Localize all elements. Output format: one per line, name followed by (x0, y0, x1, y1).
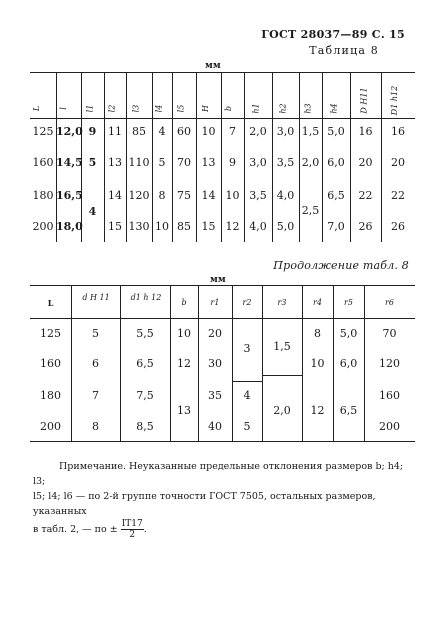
t1-r3-H: 14 (201, 189, 216, 202)
t1-r3-l: 16,5 (56, 189, 83, 202)
t2-r4-d1: 8,5 (136, 420, 154, 433)
t1-col-h1: h1 (251, 103, 261, 114)
t1-r4-l3: 130 (128, 220, 150, 233)
footnote-line-1: Примечание. Неуказанные предельные отклонения размеров b; h4; l3; (33, 461, 404, 487)
t1-r1-l5: 60 (177, 125, 191, 138)
t2-col-r1: r1 (210, 298, 220, 307)
t1-r3-b: 10 (225, 189, 240, 202)
t1-r2-D: 20 (358, 156, 373, 169)
t2-r2-d1: 6,5 (136, 357, 154, 370)
t2-merged-r4: 12 (310, 404, 325, 417)
t2-r4-d: 8 (92, 420, 99, 433)
t1-col-l4: l4 (154, 104, 164, 113)
t1-r1-l3: 85 (132, 125, 146, 138)
t1-r4-h4: 7,0 (327, 220, 345, 233)
t1-col-l3: l3 (131, 104, 141, 113)
t2-r4-r1: 40 (208, 420, 222, 433)
t1-r2-l: 14,5 (56, 156, 83, 169)
t1-r2-h1: 3,0 (249, 156, 267, 169)
t1-col-b: b (224, 105, 234, 112)
t1-r1-l2: 11 (108, 125, 122, 138)
t1-r2-h3: 2,0 (301, 156, 320, 169)
t2-r2-r6: 120 (379, 357, 400, 370)
table1-caption: Таблица 8 (309, 44, 379, 57)
t1-r2-l5: 70 (177, 156, 191, 169)
t2-r1-d1: 5,5 (136, 327, 154, 340)
t1-r1-h1: 2,0 (249, 125, 267, 138)
t2-r1-r6: 70 (382, 327, 397, 340)
footnote-fraction-num: IT17 (121, 519, 143, 529)
t2-col-d: d H 11 (82, 293, 110, 302)
t1-col-l5: l5 (176, 104, 186, 113)
t2-r3-r2: 4 (243, 389, 251, 402)
footnote-fraction (121, 519, 144, 540)
t1-r4-l2: 15 (108, 220, 122, 233)
t1-r4-D1: 26 (391, 220, 405, 233)
t2-merged-r2: 3 (243, 342, 251, 355)
t1-r1-h3: 1,5 (301, 125, 320, 138)
t2-col-r3: r3 (277, 298, 287, 307)
t2-r4-r6: 200 (379, 420, 400, 433)
t1-r2-l4: 5 (158, 156, 166, 169)
t2-col-r6: r6 (385, 298, 394, 307)
t1-r1-h2: 3,0 (276, 125, 295, 138)
t1-col-l1: l1 (85, 104, 95, 113)
t1-r3-l4: 8 (158, 189, 166, 202)
t1-r4-L: 200 (32, 220, 54, 233)
t2-r3-r6: 160 (379, 389, 400, 402)
t1-r3-h4: 6,5 (327, 189, 345, 202)
t1-r2-D1: 20 (391, 156, 405, 169)
footnote-line-2: l5; l4; l6 — по 2-й группе точности ГОСТ 7505, остальных размеров, указанных (33, 491, 376, 517)
t2-col-d1: d1 h 12 (130, 293, 162, 302)
t1-r4-h1: 4,0 (249, 220, 267, 233)
table2-caption: Продолжение табл. 8 (273, 259, 409, 272)
footnote-line-3: в табл. 2, — по ± $\frac{IT17}{2}$. (33, 519, 147, 540)
t1-r1-L: 125 (32, 125, 54, 138)
t2-r3-d: 7 (92, 389, 99, 402)
t1-r3-D1: 22 (391, 189, 405, 202)
t1-col-D1: D1 h12 (390, 85, 400, 116)
t2-r4-L: 200 (40, 420, 61, 433)
t1-r3-L: 180 (32, 189, 54, 202)
t2-col-r2: r2 (242, 298, 252, 307)
t1-r3-l3: 120 (128, 189, 150, 202)
t2-merged-r3-bottom: 2,0 (273, 404, 291, 417)
t1-r1-h4: 5,0 (327, 125, 345, 138)
t1-r2-l2: 13 (108, 156, 122, 169)
t2-r1-d: 5 (92, 327, 99, 340)
t2-merged-r5: 6,5 (339, 404, 358, 417)
t2-r2-r5: 6,0 (339, 357, 358, 370)
t1-r3-D: 22 (358, 189, 373, 202)
t2-r2-r1: 30 (208, 357, 222, 370)
t1-r1-l4: 4 (158, 125, 166, 138)
t1-r1-D: 16 (358, 125, 373, 138)
t1-r4-l5: 85 (177, 220, 191, 233)
t2-col-L: L (47, 298, 54, 308)
t2-merged-r3-top: 1,5 (273, 340, 291, 353)
t1-r2-b: 9 (229, 156, 236, 169)
t2-r2-L: 160 (40, 357, 61, 370)
t1-r1-D1: 16 (391, 125, 405, 138)
t1-r2-l3: 110 (128, 156, 150, 169)
t1-r2-h4: 6,0 (327, 156, 345, 169)
t1-r1-l1: 9 (88, 125, 97, 138)
t1-r3-l2: 14 (108, 189, 122, 202)
t2-r2-d: 6 (92, 357, 99, 370)
t1-col-h3: h3 (303, 103, 313, 114)
t1-col-l2: l2 (107, 104, 117, 113)
t1-col-h2: h2 (278, 103, 288, 114)
t1-col-D: D H11 (359, 87, 369, 114)
t2-r2-r4: 10 (310, 357, 325, 370)
t2-r1-L: 125 (40, 327, 61, 340)
footnote-line-3-prefix: в табл. 2, — по ± (33, 524, 118, 535)
t2-col-b: b (181, 298, 187, 307)
t1-col-L: L (32, 105, 42, 112)
t1-r4-b: 12 (225, 220, 240, 233)
t2-r1-r5: 5,0 (339, 327, 358, 340)
t2-r1-r4: 8 (314, 327, 321, 340)
t2-r4-r2: 5 (243, 420, 251, 433)
t1-col-l: l (58, 107, 68, 110)
t1-r4-H: 15 (201, 220, 216, 233)
t1-r4-l4: 10 (155, 220, 169, 233)
t1-r3-h2: 4,0 (276, 189, 295, 202)
t1-merged-h3: 2,5 (301, 204, 320, 217)
t2-r3-r1: 35 (208, 389, 222, 402)
table2-unit: мм (210, 275, 226, 285)
t1-r2-l1: 5 (88, 156, 97, 169)
t2-col-r5: r5 (344, 298, 353, 307)
t1-col-H: H (200, 105, 210, 112)
t1-r4-h2: 5,0 (276, 220, 295, 233)
t2-merged-b: 13 (177, 404, 191, 417)
table1-unit: мм (205, 61, 221, 71)
t1-r3-h1: 3,5 (249, 189, 267, 202)
t1-merged-l1: 4 (88, 205, 97, 218)
footnote (33, 459, 418, 540)
t1-r4-l: 18,0 (56, 220, 83, 233)
t1-r1-b: 7 (229, 125, 236, 138)
t2-col-r4: r4 (313, 298, 322, 307)
t2-r2-b: 12 (177, 357, 191, 370)
t1-r4-D: 26 (358, 220, 373, 233)
t2-r3-L: 180 (40, 389, 61, 402)
t1-r2-H: 13 (201, 156, 216, 169)
t1-r1-H: 10 (201, 125, 216, 138)
t2-r3-d1: 7,5 (136, 389, 154, 402)
page-header: ГОСТ 28037—89 С. 15 (261, 28, 405, 41)
t1-r3-l5: 75 (177, 189, 191, 202)
t1-r2-L: 160 (32, 156, 54, 169)
t1-r2-h2: 3,5 (276, 156, 295, 169)
t1-r1-l: 12,0 (56, 125, 83, 138)
footnote-fraction-den: 2 (129, 530, 136, 540)
t2-r1-r1: 20 (208, 327, 222, 340)
t1-col-h4: h4 (329, 103, 339, 114)
t2-r1-b: 10 (177, 327, 191, 340)
